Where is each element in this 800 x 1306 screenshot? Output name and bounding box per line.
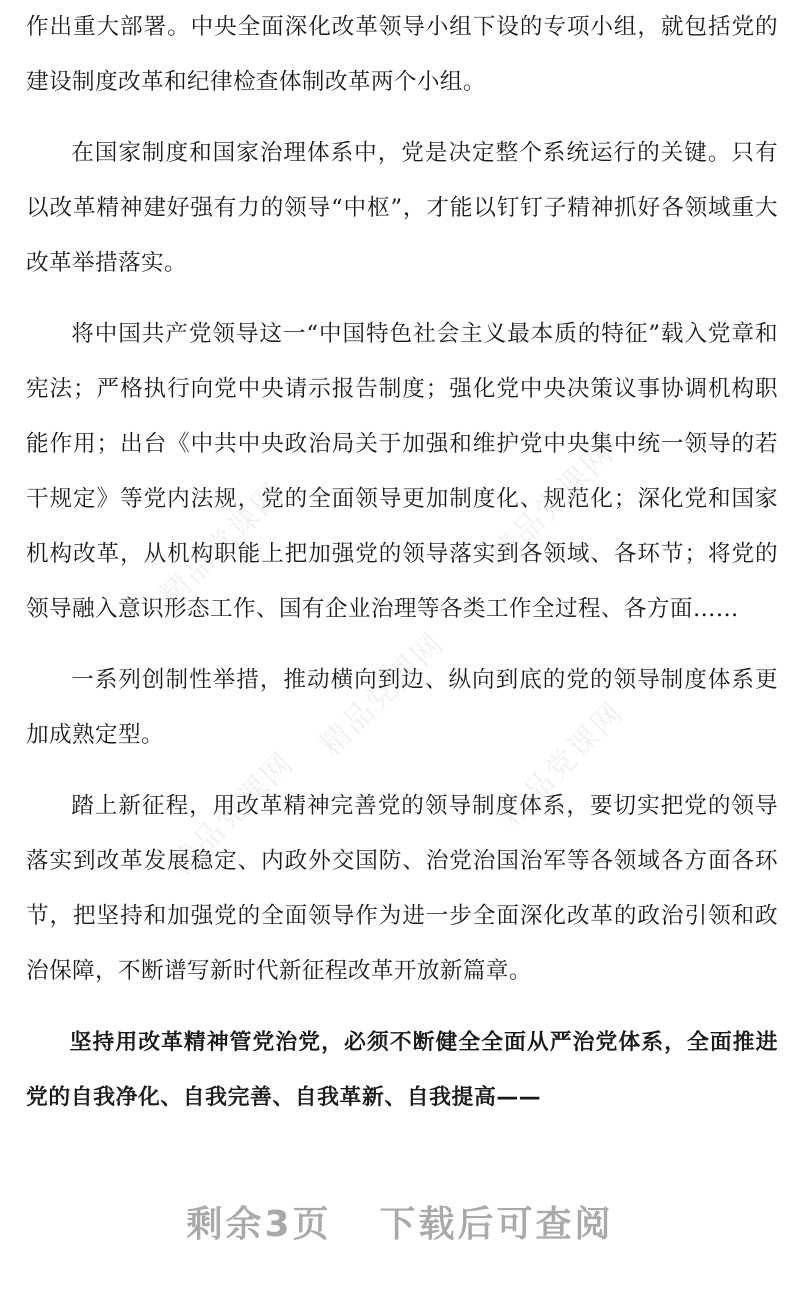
document-page	[26, 0, 778, 1125]
paragraph-4: 一系列创制性举措，推动横向到边、纵向到底的党的领导制度体系更加成熟定型。	[26, 667, 778, 748]
watermark-text: 精品党课网	[163, 745, 302, 884]
download-hint-label: 下载后可查阅	[379, 1204, 614, 1245]
paragraph-5: 踏上新征程，用改革精神完善党的领导制度体系，要切实把党的领导落实到改革发展稳定、内政外交国防、治党治国治军等各领域各方面各环节，把坚持和加强党的全面领导作为进一步全面深化改革的政治引领和政治保障，不断谱写新时代新征程改革开放新篇章。	[26, 793, 778, 984]
watermark-text: 精品党课网	[483, 435, 622, 574]
watermark-text: 精品党课网	[153, 475, 292, 614]
paragraph-6-bold-heading: 坚持用改革精神管党治党，必须不断健全全面从严治党体系，全面推进党的自我净化、自我完善、自我革新、自我提高——	[26, 1030, 778, 1110]
paragraph-1: 作出重大部署。中央全面深化改革领导小组下设的专项小组，就包括党的建设制度改革和纪律检查体制改革两个小组。	[26, 14, 778, 95]
remaining-pages-label: 剩余3页	[186, 1204, 332, 1245]
watermark-text: 精品党课网	[493, 695, 632, 834]
watermark-text: 精品党课网	[313, 625, 452, 764]
paragraph-3: 将中国共产党领导这一“中国特色社会主义最本质的特征”载入党章和宪法；严格执行向党中央请示报告制度；强化党中央决策议事协调机构职能作用；出台《中共中央政治局关于加强和维护党中央集中统一领导的若干规定》等党内法规，党的全面领导更加制度化、规范化；深化党和国家机构改革，从机构职能上把加强党的领导落实到各领域、各环节；将党的领导融入意识形态工作、国有企业治理等各类工作全过程、各方面……	[26, 321, 778, 622]
paragraph-2: 在国家制度和国家治理体系中，党是决定整个系统运行的关键。只有以改革精神建好强有力的领导“中枢”，才能以钉钉子精神抓好各领域重大改革举措落实。	[26, 140, 778, 276]
download-prompt-banner[interactable]	[0, 1196, 800, 1247]
